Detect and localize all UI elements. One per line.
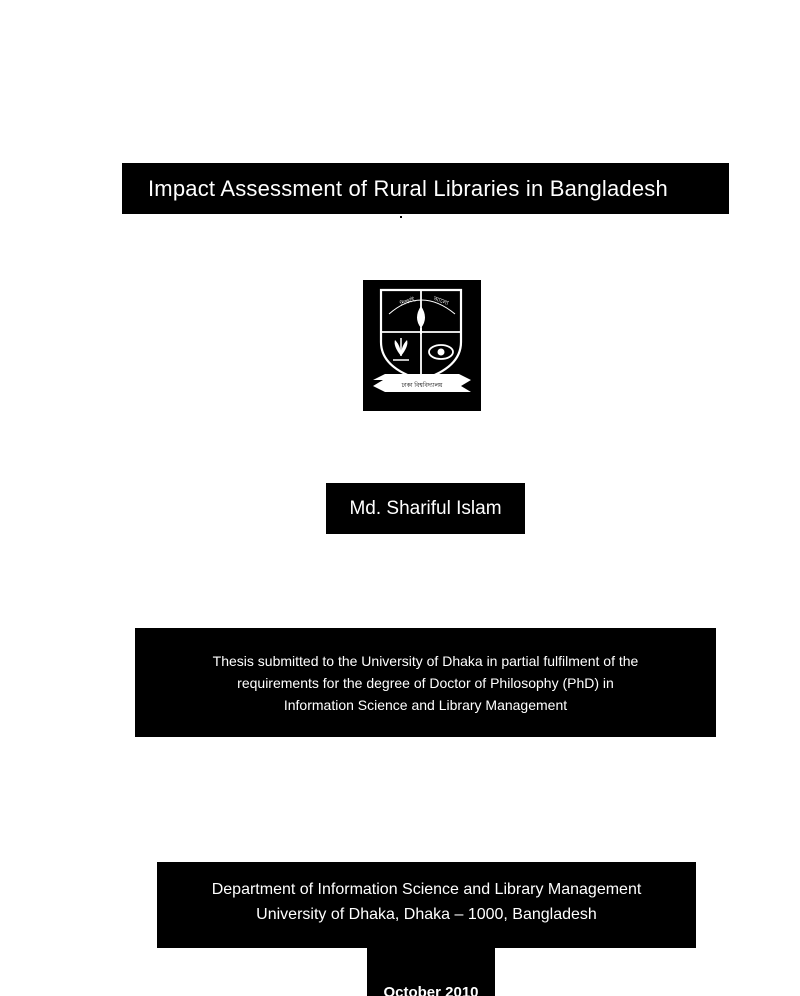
department-name: Department of Information Science and Library Management — [211, 881, 642, 898]
scan-speck — [212, 708, 214, 710]
thesis-statement-line-3: Information Science and Library Management — [283, 696, 568, 713]
author-banner — [326, 483, 525, 534]
university-address: University of Dhaka, Dhaka – 1000, Bangladesh — [256, 906, 597, 923]
scan-speck — [648, 208, 656, 210]
scan-speck — [400, 216, 402, 218]
svg-text:ঢাকা বিশ্ববিদ্যালয়: ঢাকা বিশ্ববিদ্যালয় — [401, 383, 443, 389]
date-block — [367, 944, 495, 996]
svg-text:শিক্ষাই: শিক্ষাই — [399, 297, 416, 308]
thesis-statement-line-2: requirements for the degree of Doctor of Philosophy (PhD) in — [237, 674, 614, 691]
submission-date: October 2010 — [383, 984, 479, 996]
svg-text:আলো: আলো — [432, 296, 450, 308]
scan-speck — [148, 168, 150, 170]
thesis-statement-block — [135, 628, 716, 737]
university-of-dhaka-seal-icon — [363, 280, 481, 411]
thesis-statement-line-1: Thesis submitted to the University of Dhaka in partial fulfilment of the — [212, 652, 639, 669]
department-block — [157, 862, 696, 948]
seal-panel — [363, 280, 481, 411]
author-name: Md. Shariful Islam — [349, 497, 502, 519]
thesis-title-banner — [122, 163, 729, 214]
thesis-title: Impact Assessment of Rural Libraries in Bangladesh — [148, 175, 668, 201]
scan-speck — [472, 336, 475, 339]
